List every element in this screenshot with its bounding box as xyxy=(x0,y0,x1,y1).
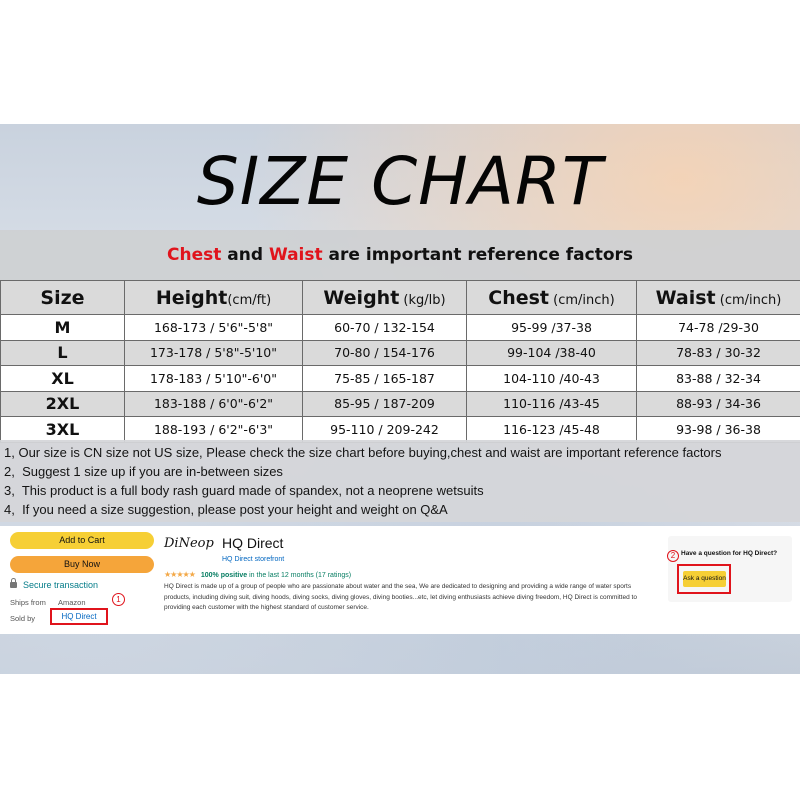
seller-rating xyxy=(164,570,351,579)
header-weight-label: Weight xyxy=(323,286,400,309)
subtitle-rest: are important reference factors xyxy=(322,245,634,265)
waist-cell: 78-83 / 30-32 xyxy=(637,340,800,366)
store-name: HQ Direct xyxy=(222,535,284,551)
table-row xyxy=(1,315,800,341)
store-description: HQ Direct is made up of a group of people who are passionate about water and the sea, We are dedicated to designing and providing a wide range of water sports products, including diving suit, diving hoods, diving socks, diving gloves, diving booties...etc, let diving enthusiasts achieve diving freedom, HQ Direct is committed to providing each customer with the highest standard of customer service. xyxy=(164,583,637,611)
height-cell: 173-178 / 5'8"-5'10" xyxy=(125,340,303,366)
header-waist-label: Waist xyxy=(655,286,716,309)
store-screenshot-panel xyxy=(0,526,800,634)
add-to-cart-button[interactable]: Add to Cart xyxy=(10,532,154,549)
header-chest-label: Chest xyxy=(488,286,550,309)
header-height-unit: (cm/ft) xyxy=(227,292,272,308)
height-cell: 178-183 / 5'10"-6'0" xyxy=(125,366,303,392)
sizing-notes xyxy=(0,440,800,522)
size-cell: 3XL xyxy=(1,417,125,443)
ships-from-label: Ships from xyxy=(10,598,46,607)
size-cell: M xyxy=(1,315,125,341)
brand-logo: DiNeop xyxy=(164,536,214,551)
table-header-row xyxy=(1,281,800,315)
ask-question-button[interactable]: Ask a question xyxy=(683,571,726,587)
size-cell: 2XL xyxy=(1,391,125,417)
header-waist xyxy=(637,281,800,315)
sold-by-link[interactable]: HQ Direct xyxy=(50,608,108,625)
note-item: 3, This product is a full body rash guard made of spandex, not a neoprene wetsuits xyxy=(4,483,484,498)
header-weight xyxy=(303,281,467,315)
chest-cell: 99-104 /38-40 xyxy=(467,340,637,366)
rating-positive: 100% positive xyxy=(200,572,248,579)
table-row xyxy=(1,391,800,417)
secure-transaction[interactable] xyxy=(10,580,98,590)
header-weight-unit: (kg/lb) xyxy=(399,292,446,308)
note-item: 4, If you need a size suggestion, please post your height and weight on Q&A xyxy=(4,502,448,517)
header-chest xyxy=(467,281,637,315)
weight-cell: 95-110 / 209-242 xyxy=(303,417,467,443)
step-2-marker: 2 xyxy=(667,550,679,562)
title-band xyxy=(0,124,800,230)
ask-question-highlight xyxy=(677,564,731,594)
chest-highlight: Chest xyxy=(166,245,222,265)
ships-from-value: Amazon xyxy=(58,598,86,607)
size-table xyxy=(0,280,800,443)
chest-cell: 95-99 /37-38 xyxy=(467,315,637,341)
question-title: Have a question for HQ Direct? xyxy=(681,550,778,557)
weight-cell: 75-85 / 165-187 xyxy=(303,366,467,392)
weight-cell: 85-95 / 187-209 xyxy=(303,391,467,417)
header-height-label: Height xyxy=(155,286,228,309)
header-size-label: Size xyxy=(40,286,85,309)
secure-transaction-label: Secure transaction xyxy=(23,580,99,590)
sold-by-label: Sold by xyxy=(10,614,36,623)
lock-icon xyxy=(10,582,17,588)
height-cell: 183-188 / 6'0"-6'2" xyxy=(125,391,303,417)
page-title: SIZE CHART xyxy=(196,143,604,220)
height-cell: 188-193 / 6'2"-6'3" xyxy=(125,417,303,443)
header-waist-unit: (cm/inch) xyxy=(715,292,782,308)
waist-cell: 83-88 / 32-34 xyxy=(637,366,800,392)
note-item: 2, Suggest 1 size up if you are in-between sizes xyxy=(4,464,283,479)
question-card xyxy=(668,536,792,602)
storefront-link[interactable]: HQ Direct storefront xyxy=(222,556,285,563)
size-chart-sheet xyxy=(0,124,800,674)
header-height xyxy=(125,281,303,315)
weight-cell: 70-80 / 154-176 xyxy=(303,340,467,366)
waist-highlight: Waist xyxy=(268,245,323,265)
five-star-rating-icon: ★★★★★ xyxy=(164,570,195,579)
chest-cell: 110-116 /43-45 xyxy=(467,391,637,417)
table-row xyxy=(1,366,800,392)
reference-factors-banner xyxy=(0,230,800,280)
size-cell: L xyxy=(1,340,125,366)
waist-cell: 74-78 /29-30 xyxy=(637,315,800,341)
chest-cell: 116-123 /45-48 xyxy=(467,417,637,443)
header-size xyxy=(1,281,125,315)
step-1-marker: 1 xyxy=(112,593,125,606)
height-cell: 168-173 / 5'6"-5'8" xyxy=(125,315,303,341)
header-chest-unit: (cm/inch) xyxy=(549,292,615,308)
size-cell: XL xyxy=(1,366,125,392)
table-row xyxy=(1,340,800,366)
weight-cell: 60-70 / 132-154 xyxy=(303,315,467,341)
rating-detail: in the last 12 months (17 ratings) xyxy=(247,572,352,579)
chest-cell: 104-110 /40-43 xyxy=(467,366,637,392)
note-item: 1, Our size is CN size not US size, Please check the size chart before buying,chest and waist are important reference factors xyxy=(4,445,722,460)
table-row xyxy=(1,417,800,443)
buy-now-button[interactable]: Buy Now xyxy=(10,556,154,573)
waist-cell: 88-93 / 34-36 xyxy=(637,391,800,417)
waist-cell: 93-98 / 36-38 xyxy=(637,417,800,443)
subtitle-and: and xyxy=(221,245,269,265)
